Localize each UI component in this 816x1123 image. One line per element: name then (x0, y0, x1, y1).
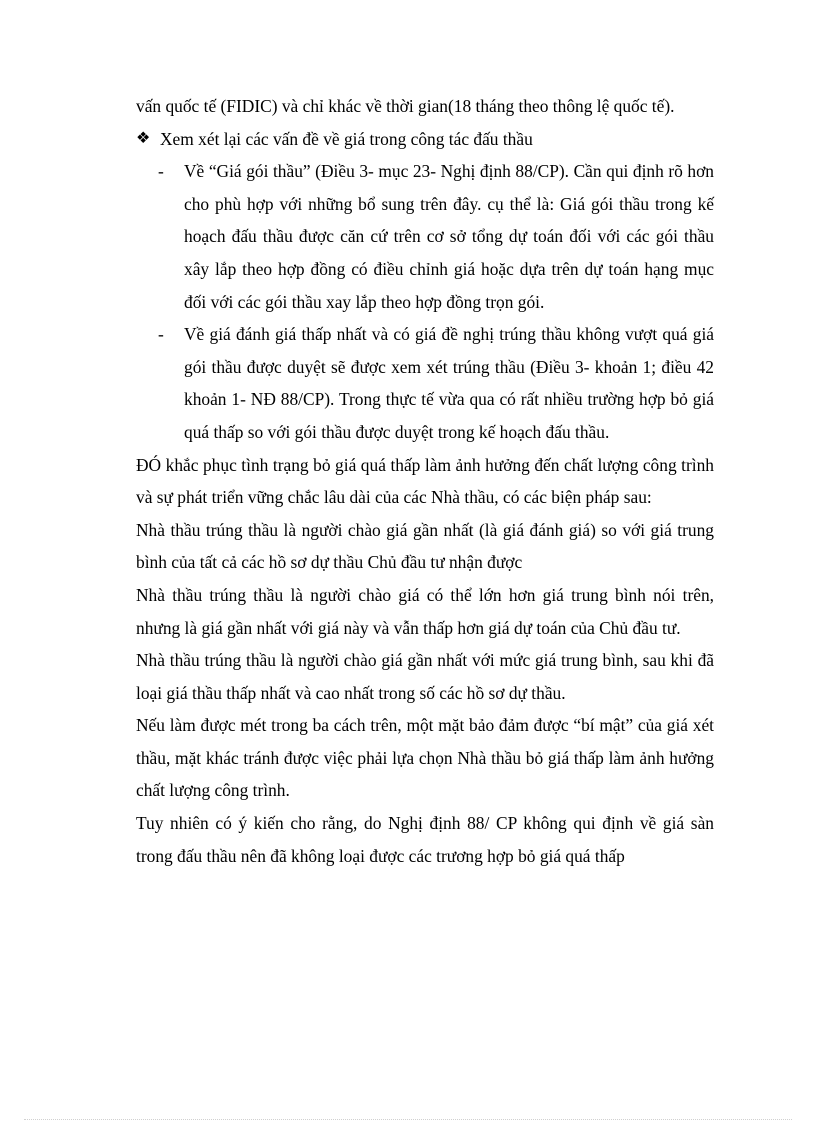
page-bottom-rule (24, 1119, 792, 1120)
dash-item-text: Về “Giá gói thầu” (Điều 3- mục 23- Nghị định 88/CP). Cần qui định rõ hơn cho phù hợp với những bổ sung trên đây. cụ thể là: Giá gói thầu trong kế hoạch đấu thầu được căn cứ trên cơ sở tổng dự toán đối với các gói thầu xây lắp theo hợp đồng có điều chỉnh giá hoặc dựa trên dự toán hạng mục đối với các gói thầu xay lắp theo hợp đồng trọn gói. (184, 161, 714, 312)
dash-item-gia-danh-gia (136, 318, 714, 448)
dash-bullet-icon: - (158, 324, 164, 345)
diamond-bullet-icon: ❖ (136, 129, 151, 147)
paragraph-method-2: Nhà thầu trúng thầu là người chào giá có thể lớn hơn giá trung bình nói trên, nhưng là giá gần nhất với giá này và vẫn thấp hơn giá dự toán của Chủ đầu tư. (136, 584, 714, 638)
dash-item-text: Về giá đánh giá thấp nhất và có giá đề nghị trúng thầu không vượt quá giá gói thầu được duyệt sẽ được xem xét trúng thầu (Điều 3- khoản 1; điều 42 khoản 1- NĐ 88/CP). Trong thực tế vừa qua có rất nhiều trường hợp bỏ giá quá thấp so với gói thầu được duyệt trong kế hoạch đấu thầu. (184, 324, 714, 442)
paragraph-khac-phuc: ĐÓ khắc phục tình trạng bỏ giá quá thấp làm ảnh hưởng đến chất lượng công trình và sự phát triển vững chắc lâu dài của các Nhà thầu, có các biện pháp sau: (136, 454, 714, 508)
dash-bullet-icon: - (158, 161, 164, 182)
bullet-text: Xem xét lại các vấn đề về giá trong công tác đấu thầu (160, 128, 533, 149)
paragraph-method-3: Nhà thầu trúng thầu là người chào giá gần nhất với mức giá trung bình, sau khi đã loại giá thầu thấp nhất và cao nhất trong số các hồ sơ dự thầu. (136, 650, 714, 703)
dash-item-gia-goi-thau (136, 155, 714, 318)
paragraph-result: Nếu làm được mét trong ba cách trên, một mặt bảo đảm được “bí mật” của giá xét thầu, mặt khác tránh được việc phải lựa chọn Nhà thầu bỏ giá thấp làm ảnh hưởng chất lượng công trình. (136, 715, 714, 801)
document-body (136, 90, 714, 872)
bullet-item (136, 123, 714, 156)
paragraph-however: Tuy nhiên có ý kiến cho rằng, do Nghị định 88/ CP không qui định về giá sàn trong đấu thầu nên đã không loại được các trương hợp bỏ giá quá thấp (136, 813, 714, 866)
paragraph-method-1: Nhà thầu trúng thầu là người chào giá gần nhất (là giá đánh giá) so với giá trung bình của tất cả các hồ sơ dự thầu Chủ đầu tư nhận được (136, 519, 714, 573)
paragraph-intro: vấn quốc tế (FIDIC) và chỉ khác về thời gian(18 tháng theo thông lệ quốc tế). (136, 96, 675, 116)
